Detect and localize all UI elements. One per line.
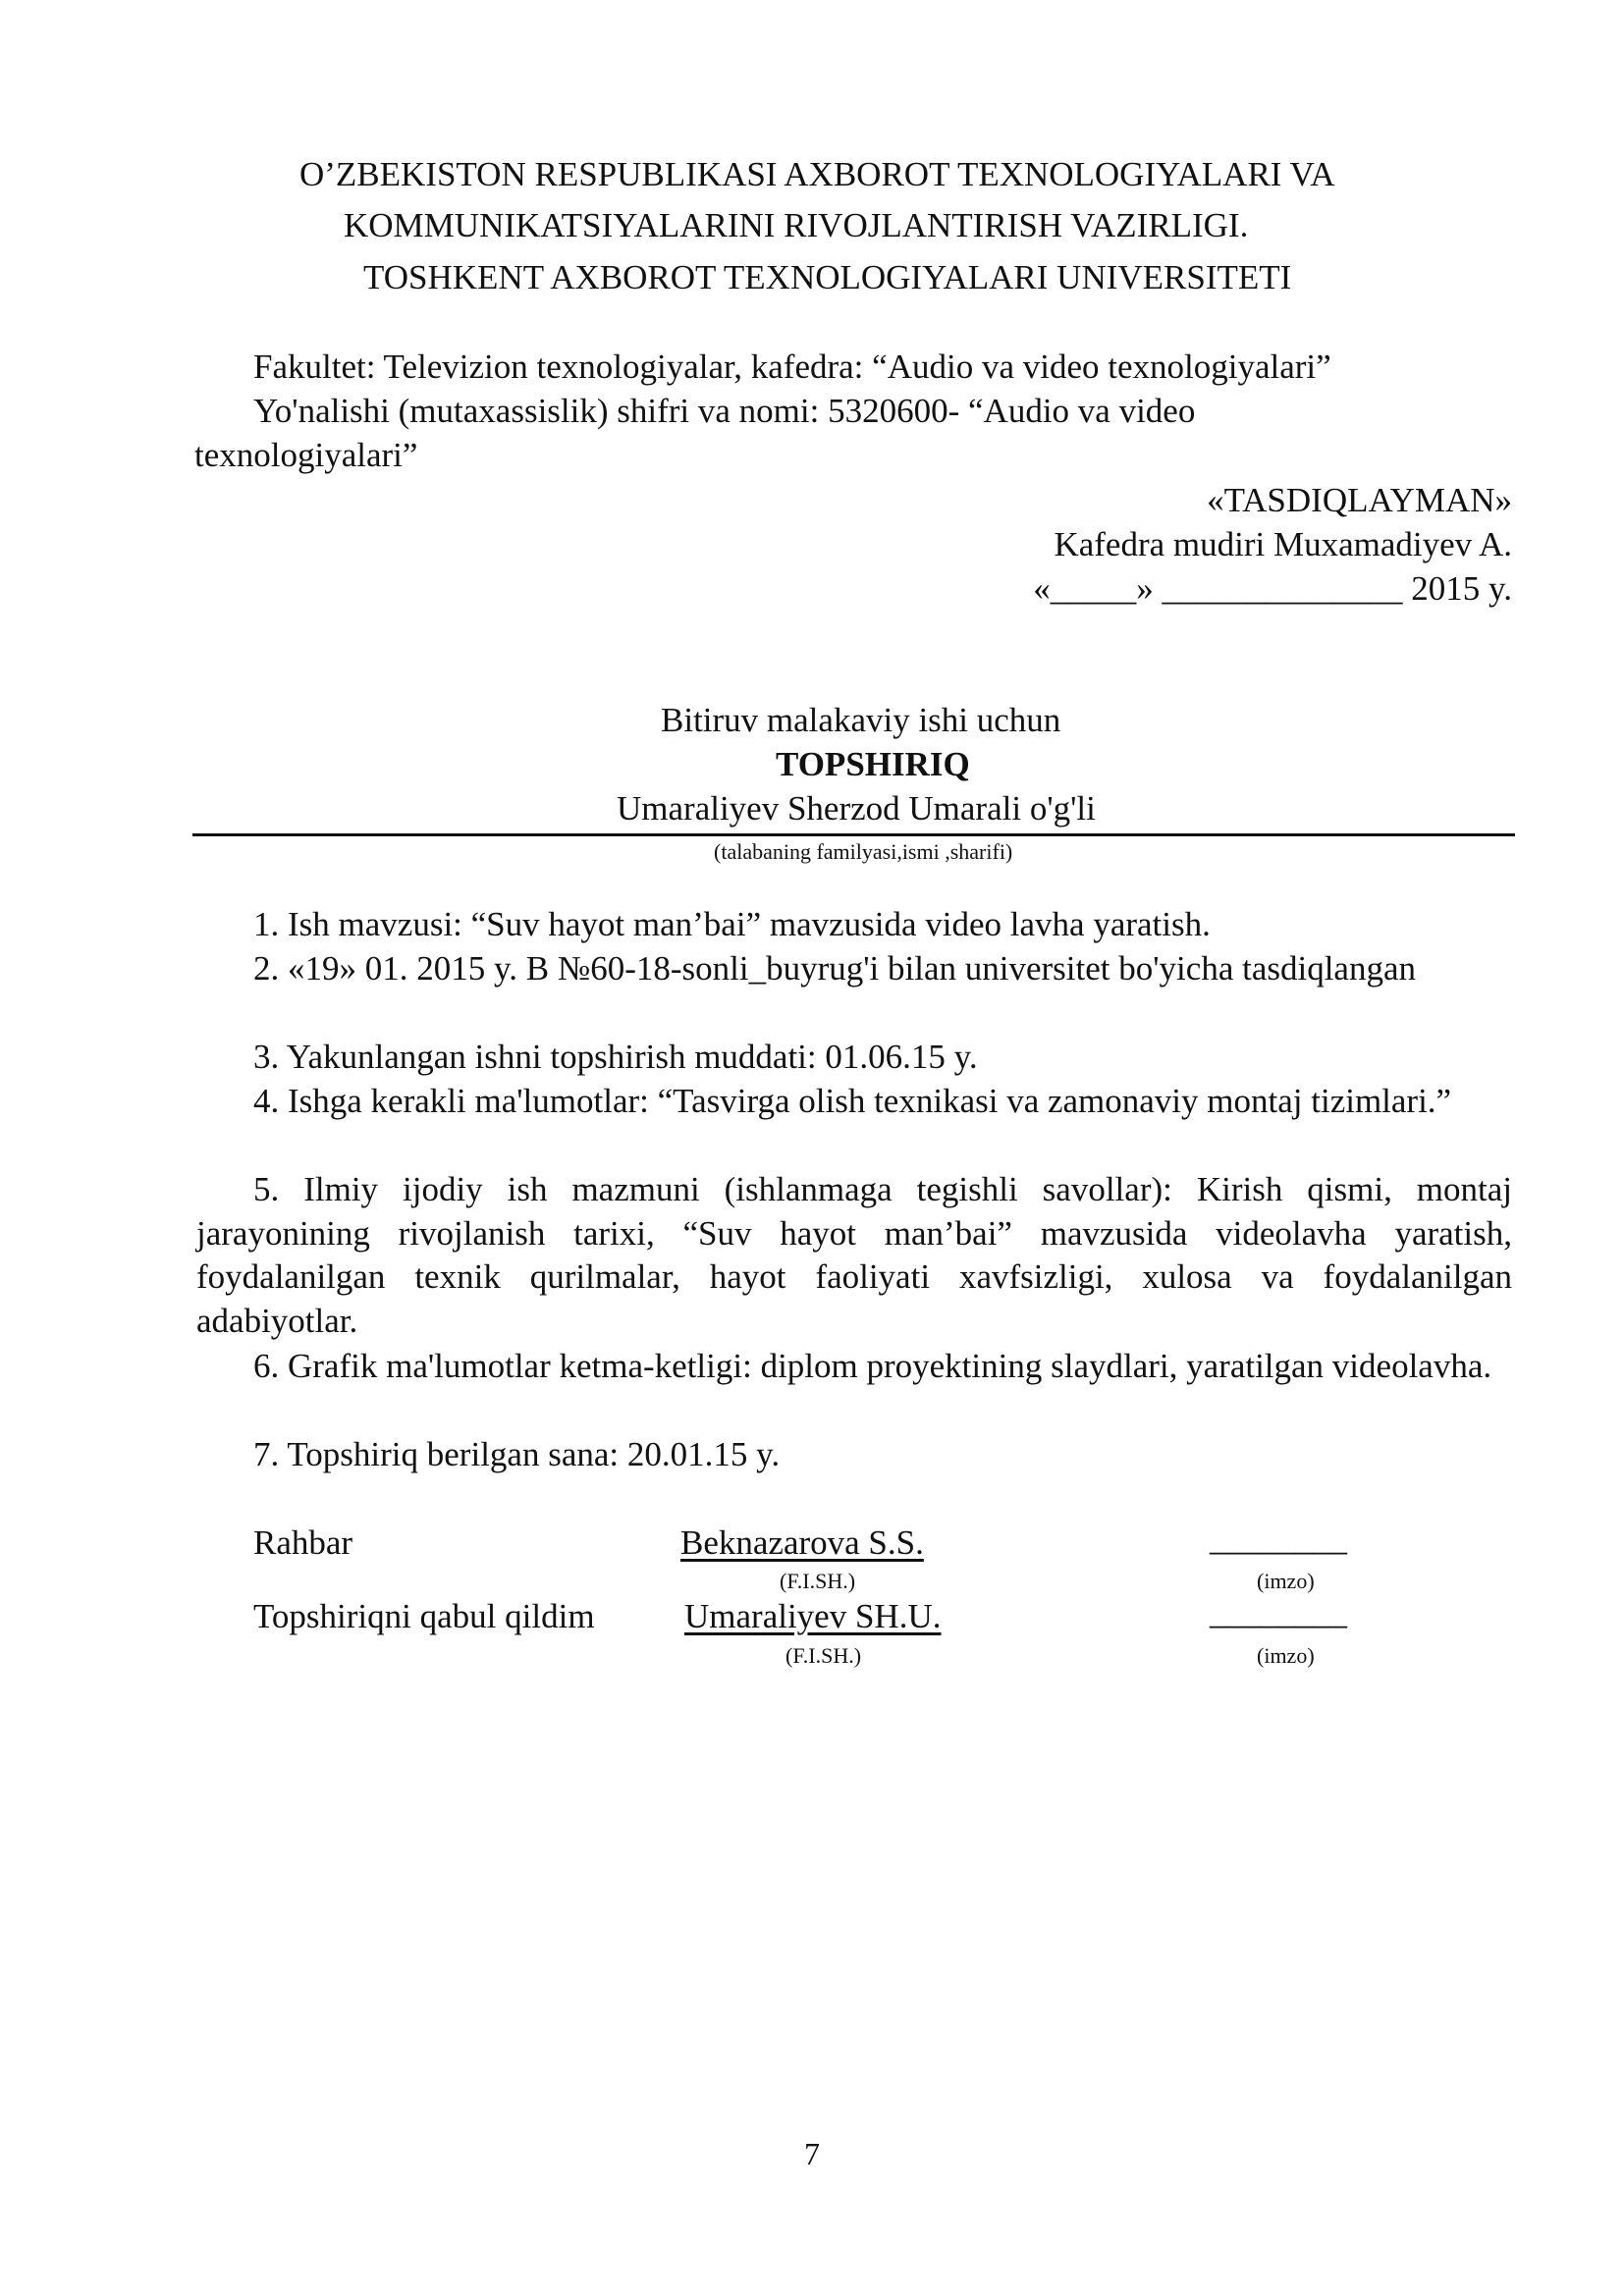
specialty-line-cont: texnologiyalari” [194,436,418,474]
receiver-label: Topshiriqni qabul qildim [253,1597,595,1635]
receiver-imzo-caption: (imzo) [1257,1643,1315,1668]
receiver-signature-line: ________ [1210,1593,1347,1631]
approval-title: «TASDIQLAYMAN» [1207,481,1512,519]
assignment-title: TOPSHIRIQ [776,745,970,783]
supervisor-name: Beknazarova S.S. [680,1523,924,1562]
supervisor-imzo-caption: (imzo) [1257,1569,1315,1593]
ministry-line-1: O’ZBEKISTON RESPUBLIKASI AXBOROT TEXNOLOGIYALARI VA [299,155,1335,193]
item-1: 1. Ish mavzusi: “Suv hayot man’bai” mavzusida video lavha yaratish. [253,905,1211,943]
item-3: 3. Yakunlangan ishni topshirish muddati: 01.06.15 y. [253,1038,978,1076]
department-head: Kafedra mudiri Muxamadiyev A. [1054,525,1512,563]
student-name-caption: (talabaning familyasi,ismi ,sharifi) [714,839,1013,864]
supervisor-signature-line: ________ [1210,1520,1347,1558]
item-2: 2. «19» 01. 2015 y. B №60-18-sonli_buyrug'i bilan universitet bo'yicha tasdiqlangan [253,949,1417,988]
specialty-line: Yo'nalishi (mutaxassislik) shifri va nomi: 5320600- “Audio va video [253,392,1196,430]
page-number: 7 [804,2136,820,2171]
supervisor-fish-caption: (F.I.SH.) [780,1569,856,1593]
ministry-line-2: KOMMUNIKATSIYALARINI RIVOJLANTIRISH VAZIRLIGI. [344,206,1249,244]
approval-date: «_____» ______________ 2015 y. [1033,569,1512,608]
item-5: 5. Ilmiy ijodiy ish mazmuni (ishlanmaga tegishli savollar): Kirish qismi, montaj jarayonining rivojlanish tarixi, “Suv hayot man’bai” mavzusida videolavha yaratish, foydalanilgan texnik qurilmalar, hayot faoliyati xavfsizligi, xulosa va foydalanilgan adabiyotlar. [196,1170,1512,1340]
receiver-name: Umaraliyev SH.U. [684,1597,942,1635]
item-7: 7. Topshiriq berilgan sana: 20.01.15 y. [253,1435,781,1473]
receiver-fish-caption: (F.I.SH.) [785,1643,862,1668]
supervisor-label: Rahbar [253,1523,353,1562]
item-6: 6. Grafik ma'lumotlar ketma-ketligi: diplom proyektining slaydlari, yaratilgan videolavha. [253,1347,1492,1385]
university-name: TOSHKENT AXBOROT TEXNOLOGIYALARI UNIVERSITETI [363,258,1292,296]
item-4: 4. Ishga kerakli ma'lumotlar: “Tasvirga olish texnikasi va zamonaviy montaj tizimlari.” [253,1082,1452,1120]
student-name-rule [192,833,1515,836]
assignment-subtitle: Bitiruv malakaviy ishi uchun [661,701,1061,739]
student-name: Umaraliyev Sherzod Umarali o'g'li [617,789,1096,828]
faculty-line: Fakultet: Televizion texnologiyalar, kafedra: “Audio va video texnologiyalari” [253,347,1331,386]
